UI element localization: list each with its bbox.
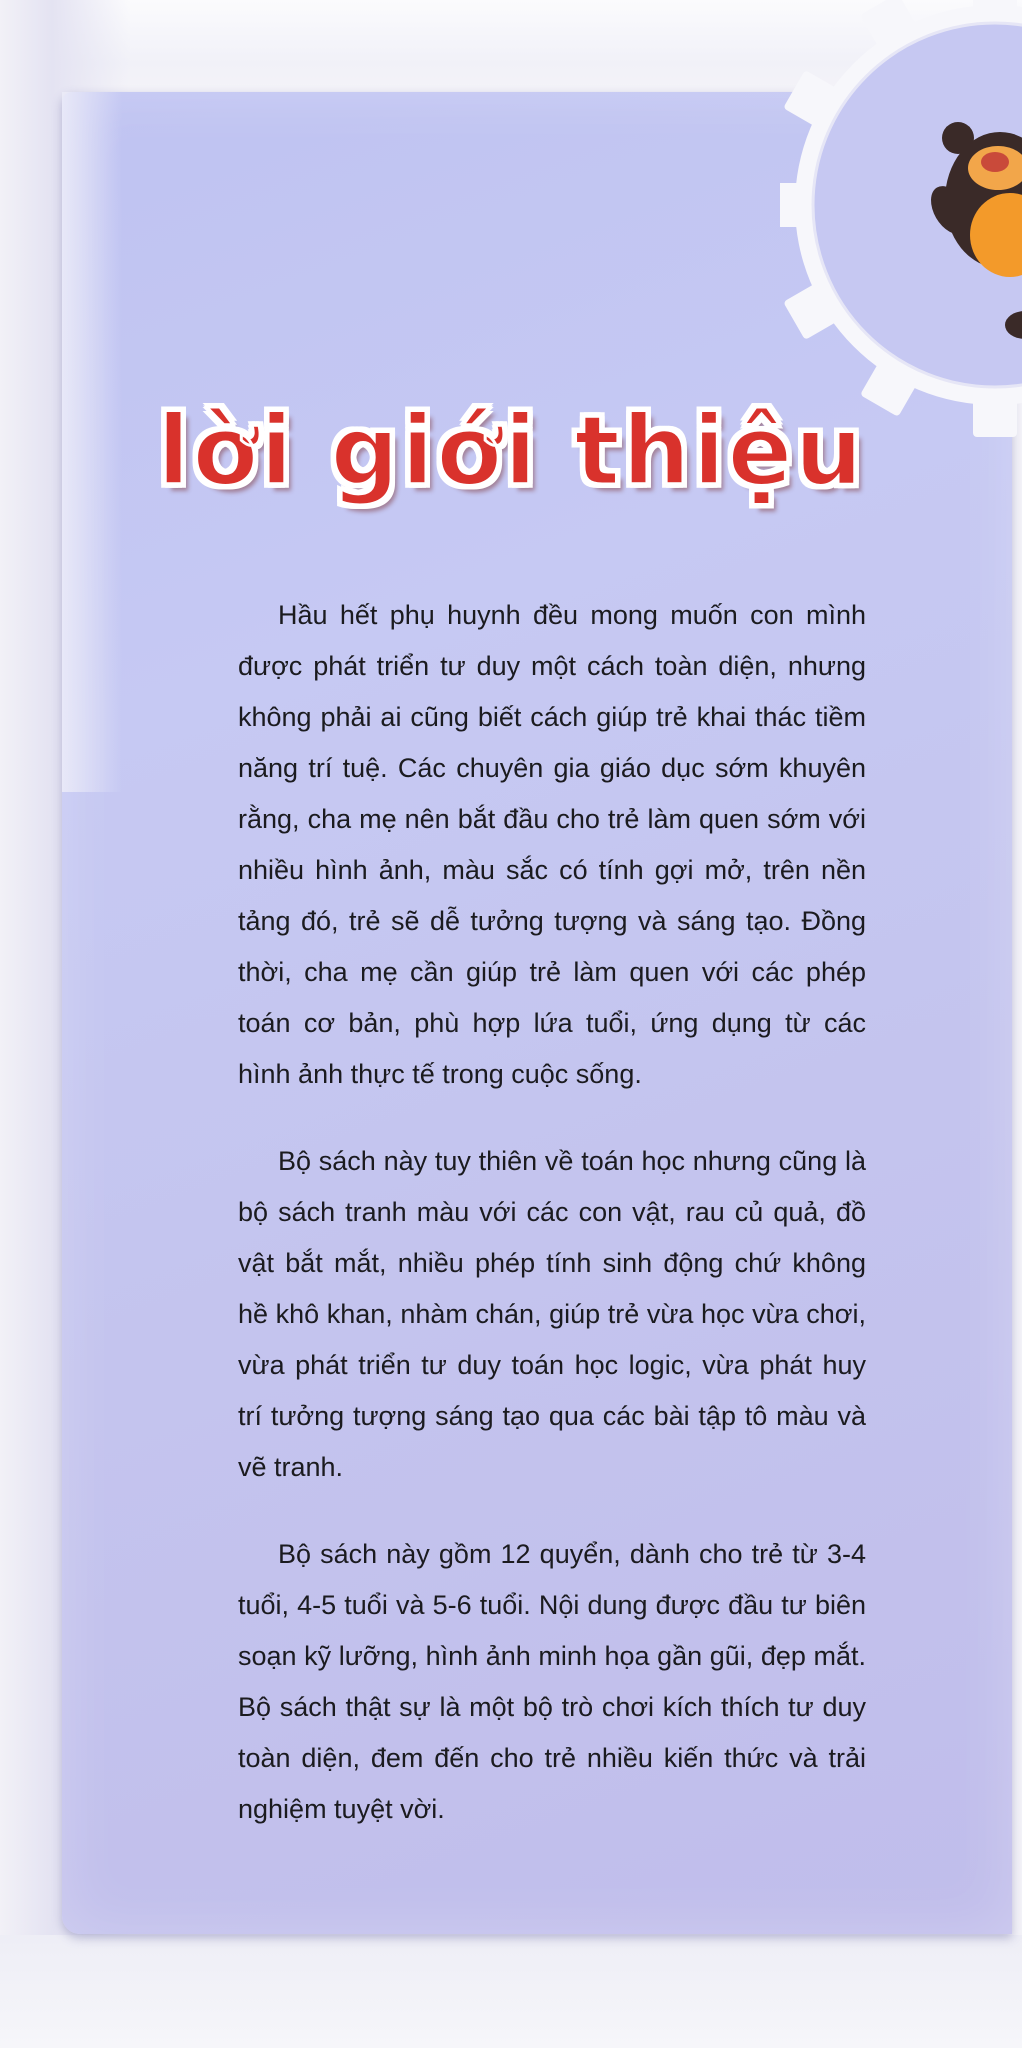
page-title: lời giới thiệu <box>157 395 865 507</box>
paragraph: Hầu hết phụ huynh đều mong muốn con mình được phát triển tư duy một cách toàn diện, nhưng không phải ai cũng biết cách giúp trẻ khai thác tiềm năng trí tuệ. Các chuyên gia giáo dục sớm khuyên rằng, cha mẹ nên bắt đầu cho trẻ làm quen sớm với nhiều hình ảnh, màu sắc có tính gợi mở, trên nền tảng đó, trẻ sẽ dễ tưởng tượng và sáng tạo. Đồng thời, cha mẹ cần giúp trẻ làm quen với các phép toán cơ bản, phù hợp lứa tuổi, ứng dụng từ các hình ảnh thực tế trong cuộc sống. <box>238 600 866 1089</box>
introduction-text <box>238 590 866 1871</box>
gear-decoration-icon <box>780 0 1022 460</box>
scan-bottom-edge <box>0 1935 1022 2048</box>
paragraph: Bộ sách này tuy thiên về toán học nhưng cũng là bộ sách tranh màu với các con vật, rau củ quả, đồ vật bắt mắt, nhiều phép tính sinh động chứ không hề khô khan, nhàm chán, giúp trẻ vừa học vừa chơi, vừa phát triển tư duy toán học logic, vừa phát huy trí tưởng tượng sáng tạo qua các bài tập tô màu và vẽ tranh. <box>238 1146 866 1482</box>
paragraph: Bộ sách này gồm 12 quyển, dành cho trẻ từ 3-4 tuổi, 4-5 tuổi và 5-6 tuổi. Nội dung được đầu tư biên soạn kỹ lưỡng, hình ảnh minh họa gần gũi, đẹp mắt. Bộ sách thật sự là một bộ trò chơi kích thích tư duy toàn diện, đem đến cho trẻ nhiều kiến thức và trải nghiệm tuyệt vời. <box>238 1539 866 1824</box>
